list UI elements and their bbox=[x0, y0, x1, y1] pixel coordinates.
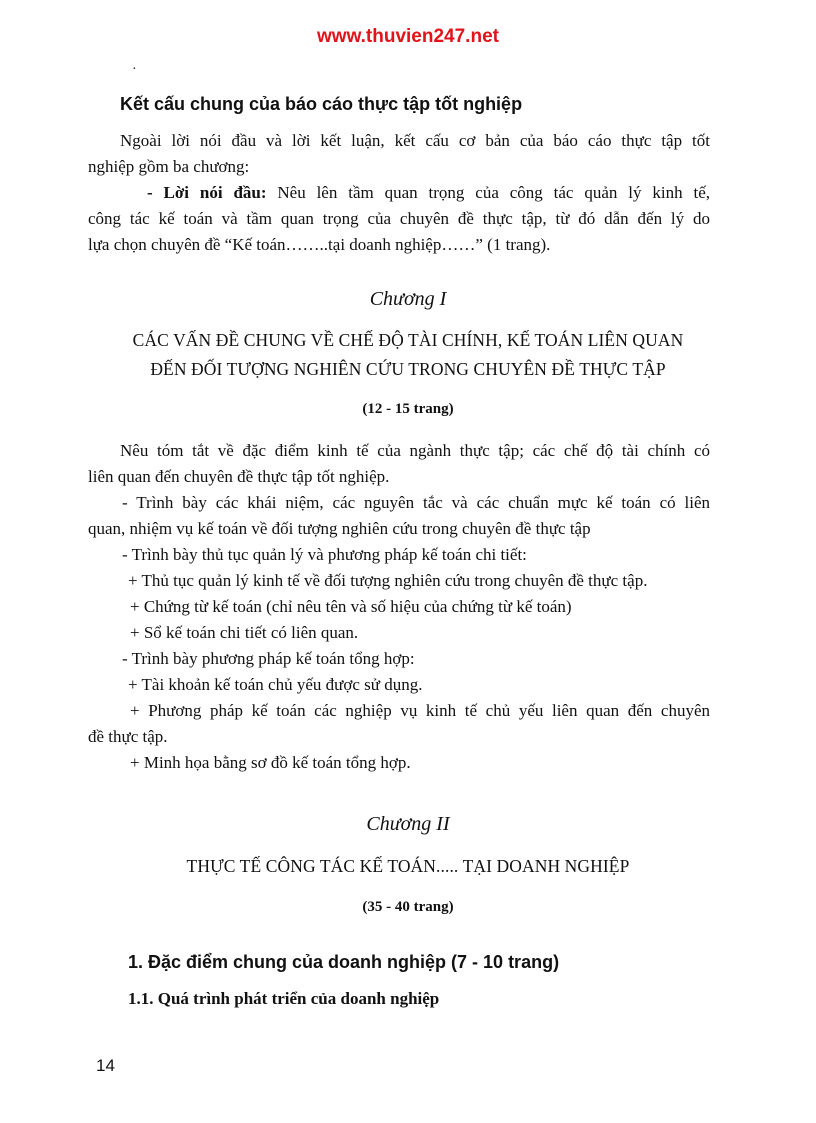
ch1-line-4: quan, nhiệm vụ kế toán về đối tượng nghiên cứu trong chuyên đề thực tập bbox=[88, 519, 591, 538]
section-title: Kết cấu chung của báo cáo thực tập tốt nghiệp bbox=[120, 94, 523, 114]
preface-text: Nêu lên tầm quan trọng của công tác quản lý kinh tế, bbox=[266, 183, 710, 202]
ch1-line-11: + Phương pháp kế toán các nghiệp vụ kinh tế chủ yếu liên quan đến chuyên bbox=[130, 701, 710, 720]
chapter-1-pages: (12 - 15 trang) bbox=[362, 401, 454, 417]
ch1-line-7: + Chứng từ kế toán (chỉ nêu tên và số hiệu của chứng từ kế toán) bbox=[130, 597, 572, 616]
preface-line-3: lựa chọn chuyên đề “Kế toán……..tại doanh nghiệp……” (1 trang). bbox=[88, 235, 551, 254]
ch1-line-13: + Minh họa bằng sơ đồ kế toán tổng hợp. bbox=[130, 753, 411, 772]
chapter-2-pages: (35 - 40 trang) bbox=[362, 899, 454, 915]
chapter-1-label: Chương I bbox=[369, 288, 447, 310]
chapter-2-heading: THỰC TẾ CÔNG TÁC KẾ TOÁN..... TẠI DOANH NGHIỆP bbox=[186, 856, 630, 876]
preface-label: - Lời nói đầu: bbox=[147, 183, 267, 202]
watermark-link[interactable]: www.thuvien247.net bbox=[317, 26, 499, 47]
ch1-line-9: - Trình bày phương pháp kế toán tổng hợp: bbox=[122, 649, 415, 668]
chapter-1-heading-line-2: ĐẾN ĐỐI TƯỢNG NGHIÊN CỨU TRONG CHUYÊN ĐỀ THỰC TẬP bbox=[150, 359, 666, 379]
ch1-line-5: - Trình bày thủ tục quản lý và phương pháp kế toán chi tiết: bbox=[122, 545, 527, 564]
ch1-line-12: đề thực tập. bbox=[88, 727, 168, 746]
ch1-line-3: - Trình bày các khái niệm, các nguyên tắc và các chuẩn mực kế toán có liên bbox=[122, 493, 710, 512]
ch1-line-1: Nêu tóm tắt về đặc điểm kinh tế của ngành thực tập; các chế độ tài chính có bbox=[120, 441, 710, 460]
preface-line-2: công tác kế toán và tầm quan trọng của chuyên đề thực tập, từ đó dẫn đến lý do bbox=[88, 209, 710, 228]
ch1-line-8: + Sổ kế toán chi tiết có liên quan. bbox=[130, 623, 359, 642]
subsection-1: 1. Đặc điểm chung của doanh nghiệp (7 - 10 trang) bbox=[128, 952, 560, 972]
intro-line-2: nghiệp gồm ba chương: bbox=[88, 157, 250, 176]
chapter-1-heading-line-1: CÁC VẤN ĐỀ CHUNG VỀ CHẾ ĐỘ TÀI CHÍNH, KẾ TOÁN LIÊN QUAN bbox=[132, 330, 684, 350]
ch1-line-10: + Tài khoản kế toán chủ yếu được sử dụng. bbox=[128, 675, 423, 694]
ch1-line-2: liên quan đến chuyên đề thực tập tốt nghiệp. bbox=[88, 467, 390, 486]
page-number: 14 bbox=[96, 1056, 115, 1075]
stray-mark: · bbox=[132, 62, 137, 77]
chapter-2-label: Chương II bbox=[366, 813, 450, 835]
preface-line-1 bbox=[147, 180, 710, 206]
intro-line-1: Ngoài lời nói đầu và lời kết luận, kết cấu cơ bản của báo cáo thực tập tốt bbox=[120, 131, 710, 150]
subsection-1-1: 1.1. Quá trình phát triển của doanh nghiệp bbox=[128, 989, 440, 1008]
ch1-line-6: + Thủ tục quản lý kinh tế về đối tượng nghiên cứu trong chuyên đề thực tập. bbox=[128, 571, 648, 590]
